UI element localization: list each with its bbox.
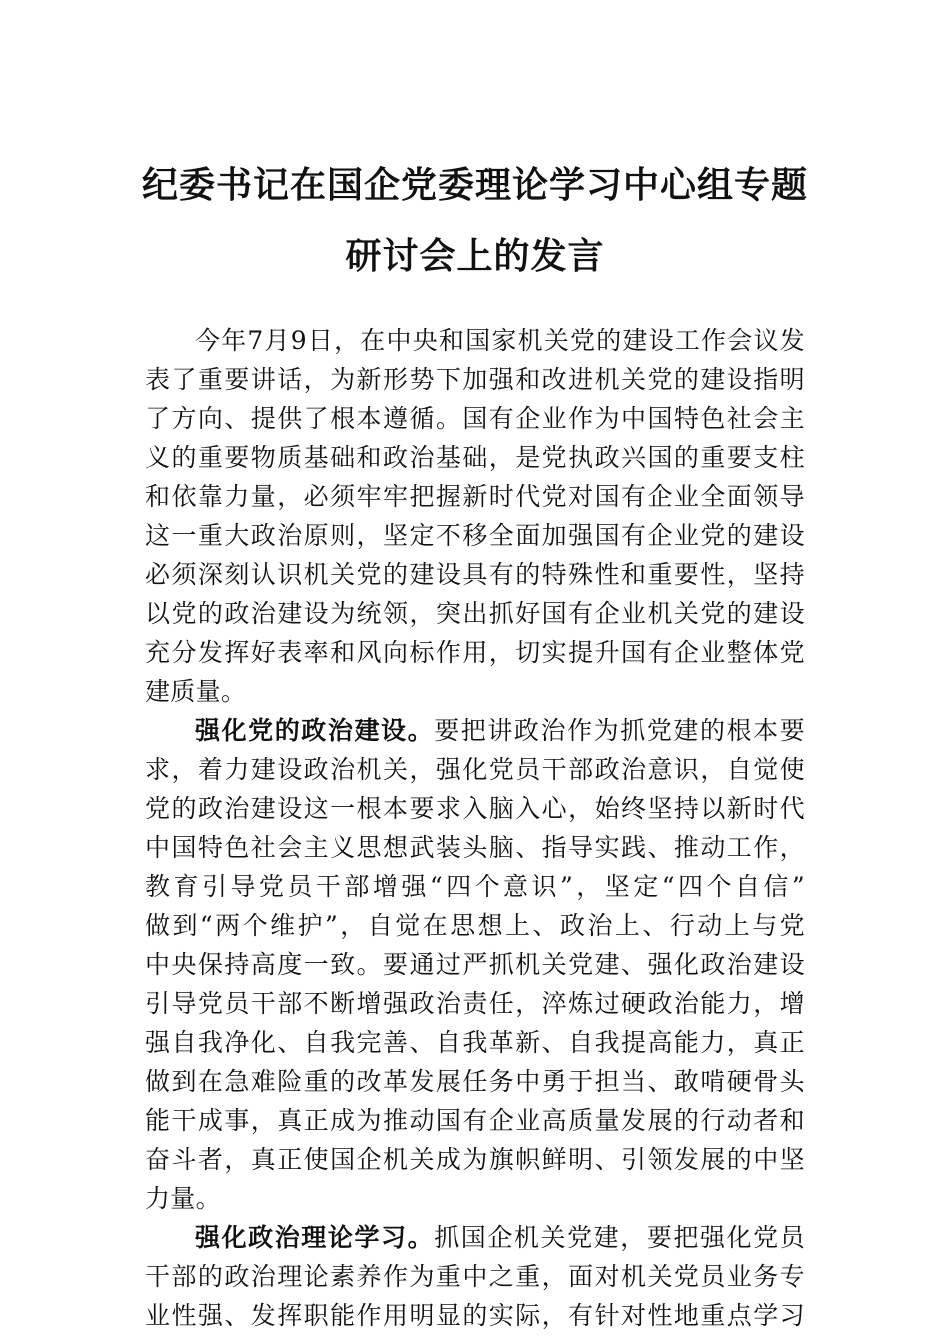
paragraph-2-line-13: 力量。: [145, 1184, 221, 1213]
document-title-line-2: 研讨会上的发言: [345, 235, 605, 277]
document-body: [145, 321, 805, 1335]
paragraph-2-line-7: 中央保持高度一致。要通过严抓机关党建、强化政治建设: [145, 950, 805, 979]
paragraph-2-line-8: 引导党员干部不断增强政治责任，淬炼过硬政治能力，增: [145, 989, 805, 1018]
paragraph-1-line-1: 今年7月9日，在中央和国家机关党的建设工作会议发: [195, 326, 805, 355]
paragraph-2-line-2: 求，着力建设政治机关，强化党员干部政治意识，自觉使: [145, 755, 805, 784]
paragraph-1-line-10: 建质量。: [145, 677, 247, 706]
paragraph-1-line-3: 了方向、提供了根本遵循。国有企业作为中国特色社会主: [145, 404, 805, 433]
paragraph-2-line-1: [145, 711, 805, 750]
paragraph-2-line-4: 中国特色社会主义思想武装头脑、指导实践、推动工作，: [145, 833, 805, 862]
paragraph-1-line-4: 义的重要物质基础和政治基础，是党执政兴国的重要支柱: [145, 443, 805, 472]
paragraph-3-line-1-text: 抓国企机关党建，要把强化党员: [434, 1223, 806, 1252]
paragraph-1-line-2: 表了重要讲话，为新形势下加强和改进机关党的建设指明: [145, 365, 805, 394]
paragraph-3-lead: 强化政治理论学习。: [195, 1223, 435, 1252]
paragraph-2-line-3: 党的政治建设这一根本要求入脑入心，始终坚持以新时代: [145, 794, 805, 823]
paragraph-2-lead: 强化党的政治建设。: [195, 716, 435, 745]
paragraph-2-line-5: 教育引导党员干部增强“四个意识”，坚定“四个自信”: [145, 872, 805, 901]
paragraph-2-line-10: 做到在急难险重的改革发展任务中勇于担当、敢啃硬骨头: [145, 1067, 805, 1096]
paragraph-1-line-7: 必须深刻认识机关党的建设具有的特殊性和重要性，坚持: [145, 560, 805, 589]
paragraph-3-line-2: 干部的政治理论素养作为重中之重，面对机关党员业务专: [145, 1262, 805, 1291]
paragraph-3-line-3: 业性强、发挥职能作用明显的实际，有针对性地重点学习: [145, 1301, 805, 1330]
document-title-line-1: 纪委书记在国企党委理论学习中心组专题: [141, 164, 808, 206]
paragraph-1-line-8: 以党的政治建设为统领，突出抓好国有企业机关党的建设: [145, 599, 805, 628]
paragraph-2-line-12: 奋斗者，真正使国企机关成为旗帜鲜明、引领发展的中坚: [145, 1145, 805, 1174]
paragraph-2-line-6: 做到“两个维护”，自觉在思想上、政治上、行动上与党: [145, 911, 805, 940]
paragraph-3-line-1: [145, 1218, 805, 1257]
paragraph-1-line-6: 这一重大政治原则，坚定不移全面加强国有企业党的建设: [145, 521, 805, 550]
paragraph-1-line-5: 和依靠力量，必须牢牢把握新时代党对国有企业全面领导: [145, 482, 805, 511]
paragraph-2-line-11: 能干成事，真正成为推动国有企业高质量发展的行动者和: [145, 1106, 805, 1135]
paragraph-2-line-9: 强自我净化、自我完善、自我革新、自我提高能力，真正: [145, 1028, 805, 1057]
paragraph-1-line-9: 充分发挥好表率和风向标作用，切实提升国有企业整体党: [145, 638, 805, 667]
paragraph-2-line-1-text: 要把讲政治作为抓党建的根本要: [434, 716, 806, 745]
